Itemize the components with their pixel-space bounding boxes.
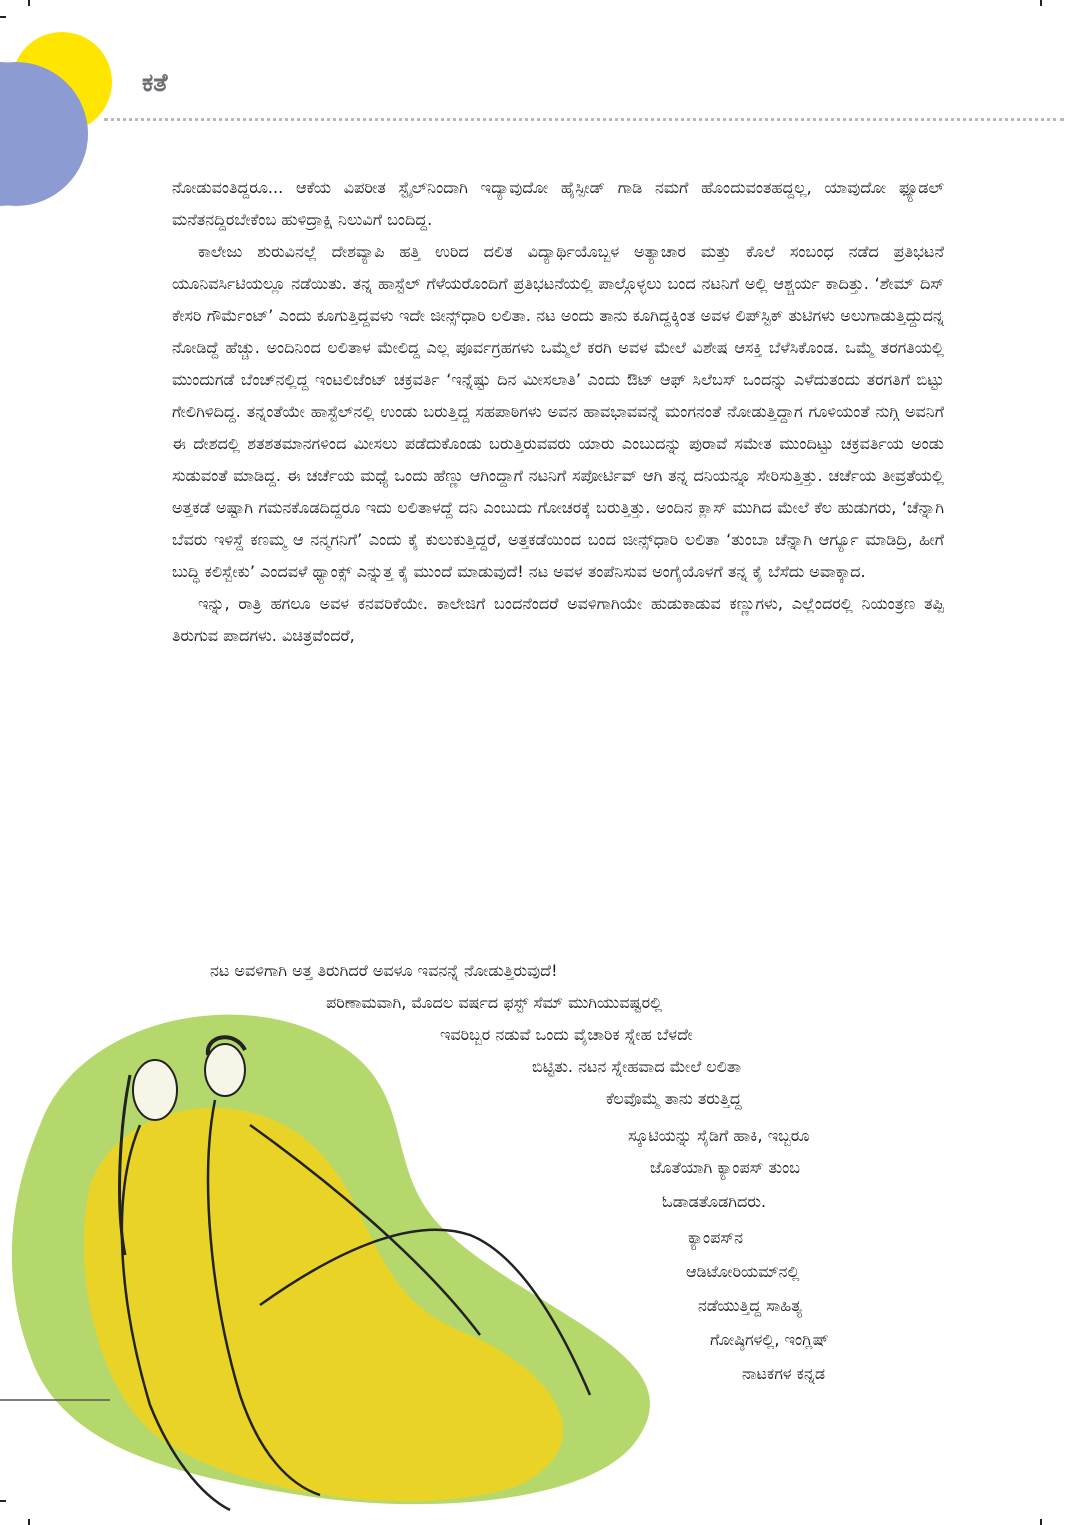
woman-head (133, 1060, 177, 1120)
tail-line-6: ಸ್ಕೂಟಿಯನ್ನು ಸೈಡಿಗೆ ಹಾಕಿ, ಇಬ್ಬರೂ (628, 1126, 810, 1145)
section-label: ಕತೆ (142, 68, 168, 97)
tail-line-13: ನಾಟಕಗಳ ಕನ್ನಡ (742, 1364, 826, 1383)
corner-decoration (0, 0, 140, 210)
paragraph-2: ಕಾಲೇಜು ಶುರುವಿನಲ್ಲೆ ದೇಶವ್ಯಾಪಿ ಹತ್ತಿ ಉರಿದ ದಲಿತ ವಿದ್ಯಾರ್ಥಿಯೊಬ್ಬಳ ಅತ್ಯಾಚಾರ ಮತ್ತು ಕೊಲೆ ಸಂಬಂಧ ನಡೆದ ಪ್ರತಿಭಟನೆ ಯೂನಿವರ್ಸಿಟಿಯಲ್ಲೂ ನಡೆಯಿತು. ತನ್ನ ಹಾಸ್ಟೆಲ್ ಗೆಳೆಯರೊಂದಿಗೆ ಪ್ರತಿಭಟನೆಯಲ್ಲಿ ಪಾಲ್ಗೊಳ್ಳಲು ಬಂದ ನಟನಿಗೆ ಅಲ್ಲಿ ಆಶ್ಚರ್ಯ ಕಾದಿತ್ತು. ‘ಶೇಮ್ ದಿಸ್ ಕೇಸರಿ ಗೌರ್ಮೆಂಟ್’ ಎಂದು ಕೂಗುತ್ತಿದ್ದವಳು ಇದೇ ಜೀನ್ಸ್‌ಧಾರಿ ಲಲಿತಾ. ನಟ ಅಂದು ತಾನು ಕೂಗಿದ್ದಕ್ಕಿಂತ ಅವಳ ಲಿಪ್‌ಸ್ಟಿಕ್ ತುಟಿಗಳು ಅಲುಗಾಡುತ್ತಿದ್ದುದನ್ನ ನೋಡಿದ್ದೆ ಹೆಚ್ಚು. ಅಂದಿನಿಂದ ಲಲಿತಾಳ ಮೇಲಿದ್ದ ಎಲ್ಲ ಪೂರ್ವಗ್ರಹಗಳು ಒಮ್ಮೆಲೆ ಕರಗಿ ಅವಳ ಮೇಲೆ ವಿಶೇಷ ಆಸಕ್ತಿ ಬೆಳೆಸಿಕೊಂಡ. ಒಮ್ಮೆ ತರಗತಿಯಲ್ಲಿ ಮುಂದುಗಡೆ ಬೆಂಚ್‌ನಲ್ಲಿದ್ದ ಇಂಟಲಿಜೆಂಟ್ ಚಕ್ರವರ್ತಿ ‘ಇನ್ನೆಷ್ಟು ದಿನ ಮೀಸಲಾತಿ’ ಎಂದು ಔಟ್ ಆಫ್ ಸಿಲೆಬಸ್ ಒಂದನ್ನು ಎಳೆದುತಂದು ತರಗತಿಗೆ ಬಿಟ್ಟು ಗೇಲಿಗಿಳಿದಿದ್ದ. ತನ್ನಂತೆಯೇ ಹಾಸ್ಟೆಲ್‌ನಲ್ಲಿ ಉಂಡು ಬರುತ್ತಿದ್ದ ಸಹಪಾಠಿಗಳು ಅವನ ಹಾವಭಾವವನ್ನೆ ಮಂಗನಂತೆ ನೋಡುತ್ತಿದ್ದಾಗ ಗೂಳಿಯಂತೆ ನುಗ್ಗಿ ಅವನಿಗೆ ಈ ದೇಶದಲ್ಲಿ ಶತಶತಮಾನಗಳಿಂದ ಮೀಸಲು ಪಡೆದುಕೊಂಡು ಬರುತ್ತಿರುವವರು ಯಾರು ಎಂಬುದನ್ನು ಪುರಾವೆ ಸಮೇತ ಮುಂದಿಟ್ಟು ಚಕ್ರವರ್ತಿಯ ಅಂಡು ಸುಡುವಂತೆ ಮಾಡಿದ್ದ. ಈ ಚರ್ಚೆಯ ಮಧ್ಯೆ ಒಂದು ಹೆಣ್ಣು ಆಗಿಂದ್ದಾಗೆ ನಟನಿಗೆ ಸಪೋರ್ಟಿವ್ ಆಗಿ ತನ್ನ ದನಿಯನ್ನೂ ಸೇರಿಸುತ್ತಿತ್ತು. ಚರ್ಚೆಯ ತೀವ್ರತೆಯಲ್ಲಿ ಅತ್ತಕಡೆ ಅಷ್ಟಾಗಿ ಗಮನಕೊಡದಿದ್ದರೂ ಇದು ಲಲಿತಾಳದ್ದೆ ದನಿ ಎಂಬುದು ಗೋಚರಕ್ಕೆ ಬರುತ್ತಿತ್ತು. ಅಂದಿನ ಕ್ಲಾಸ್ ಮುಗಿದ ಮೇಲೆ ಕೆಲ ಹುಡುಗರು, ‘ಚೆನ್ನಾಗಿ ಬೆವರು ಇಳಿಸ್ದೆ ಕಣಮ್ಮ ಆ ನನ್ಮಗನಿಗೆ’ ಎಂದು ಕೈ ಕುಲುಕುತ್ತಿದ್ದರೆ, ಅತ್ತಕಡೆಯಿಂದ ಬಂದ ಜೀನ್ಸ್‌ಧಾರಿ ಲಲಿತಾ ‘ತುಂಬಾ ಚೆನ್ನಾಗಿ ಆರ್ಗ್ಯೂ ಮಾಡಿದ್ರಿ, ಹೀಗೆ ಬುದ್ಧಿ ಕಲಿಸ್ಬೇಕು’ ಎಂದವಳೆ ಥ್ಯಾಂಕ್ಸ್ ಎನ್ನುತ್ತ ಕೈ ಮುಂದೆ ಮಾಡುವುದೆ! ನಟ ಅವಳ ತಂಪೆನಿಸುವ ಅಂಗೈಯೊಳಗೆ ತನ್ನ ಕೈ ಬೆಸೆದು ಅವಾಕ್ಕಾದ. (172, 242, 944, 581)
tail-line-3: ಇವರಿಬ್ಬರ ನಡುವೆ ಒಂದು ವೈಚಾರಿಕ ಸ್ನೇಹ ಬೆಳದೇ (440, 1025, 693, 1044)
article-body (172, 172, 944, 652)
tail-line-2: ಪರಿಣಾಮವಾಗಿ, ಮೊದಲ ವರ್ಷದ ಫಸ್ಟ್ ಸೆಮ್ ಮುಗಿಯುವಷ್ಟರಲ್ಲಿ (326, 993, 663, 1012)
tail-line-10: ಆಡಿಟೋರಿಯಮ್‌ನಲ್ಲಿ (686, 1262, 800, 1281)
tail-line-4: ಬಿಟ್ಟಿತು. ನಟನ ಸ್ನೇಹವಾದ ಮೇಲೆ ಲಲಿತಾ (532, 1057, 741, 1076)
tail-line-8: ಓಡಾಡತೊಡಗಿದರು. (662, 1192, 767, 1211)
paragraph-1: ನೋಡುವಂತಿದ್ದರೂ... ಆಕೆಯ ವಿಪರೀತ ಸ್ಟೈಲ್‌ನಿಂದಾಗಿ ಇದ್ಯಾವುದೋ ಹೈಸ್ಪೀಡ್ ಗಾಡಿ ನಮಗೆ ಹೊಂದುವಂತಹದ್ದಲ್ಲ, ಯಾವುದೋ ಫ್ಯೂಡಲ್ ಮನೆತನದ್ದಿರಬೇಕೆಂಬ ಹುಳಿದ್ರಾಕ್ಷಿ ನಿಲುವಿಗೆ ಬಂದಿದ್ದ. (172, 178, 944, 229)
man-head (205, 1044, 245, 1096)
tail-line-9: ಕ್ಯಾಂಪಸ್‌ನ (688, 1228, 743, 1247)
crop-mark-bottom-right (1040, 1519, 1042, 1525)
crop-mark-top-right (1040, 0, 1042, 6)
tail-line-5: ಕೆಲವೊಮ್ಮೆ ತಾನು ತರುತ್ತಿದ್ದ (606, 1089, 742, 1108)
header-dotted-rule (104, 118, 1064, 121)
crop-mark-top-left (0, 16, 6, 18)
tail-line-7: ಜೊತೆಯಾಗಿ ಕ್ಯಾಂಪಸ್ ತುಂಬ (650, 1158, 800, 1177)
paragraph-3: ಇನ್ನು, ರಾತ್ರಿ ಹಗಲೂ ಅವಳ ಕನವರಿಕೆಯೇ. ಕಾಲೇಜಿಗೆ ಬಂದನೆಂದರೆ ಅವಳಿಗಾಗಿಯೇ ಹುಡುಕಾಡುವ ಕಣ್ಣುಗಳು, ಎಲ್ಲೆಂದರಲ್ಲಿ ನಿಯಂತ್ರಣ ತಪ್ಪಿ ತಿರುಗುವ ಪಾದಗಳು. ವಿಚಿತ್ರವೆಂದರೆ, (172, 594, 944, 645)
crop-mark-top (28, 0, 30, 6)
tail-line-1: ನಟ ಅವಳಿಗಾಗಿ ಅತ್ತ ತಿರುಗಿದರೆ ಅವಳೂ ಇವನನ್ನೆ ನೋಡುತ್ತಿರುವುದೆ! (210, 961, 558, 980)
tail-line-11: ನಡೆಯುತ್ತಿದ್ದ ಸಾಹಿತ್ಯ (698, 1296, 802, 1315)
tail-line-12: ಗೋಷ್ಠಿಗಳಲ್ಲಿ, ಇಂಗ್ಲಿಷ್ (710, 1330, 829, 1349)
